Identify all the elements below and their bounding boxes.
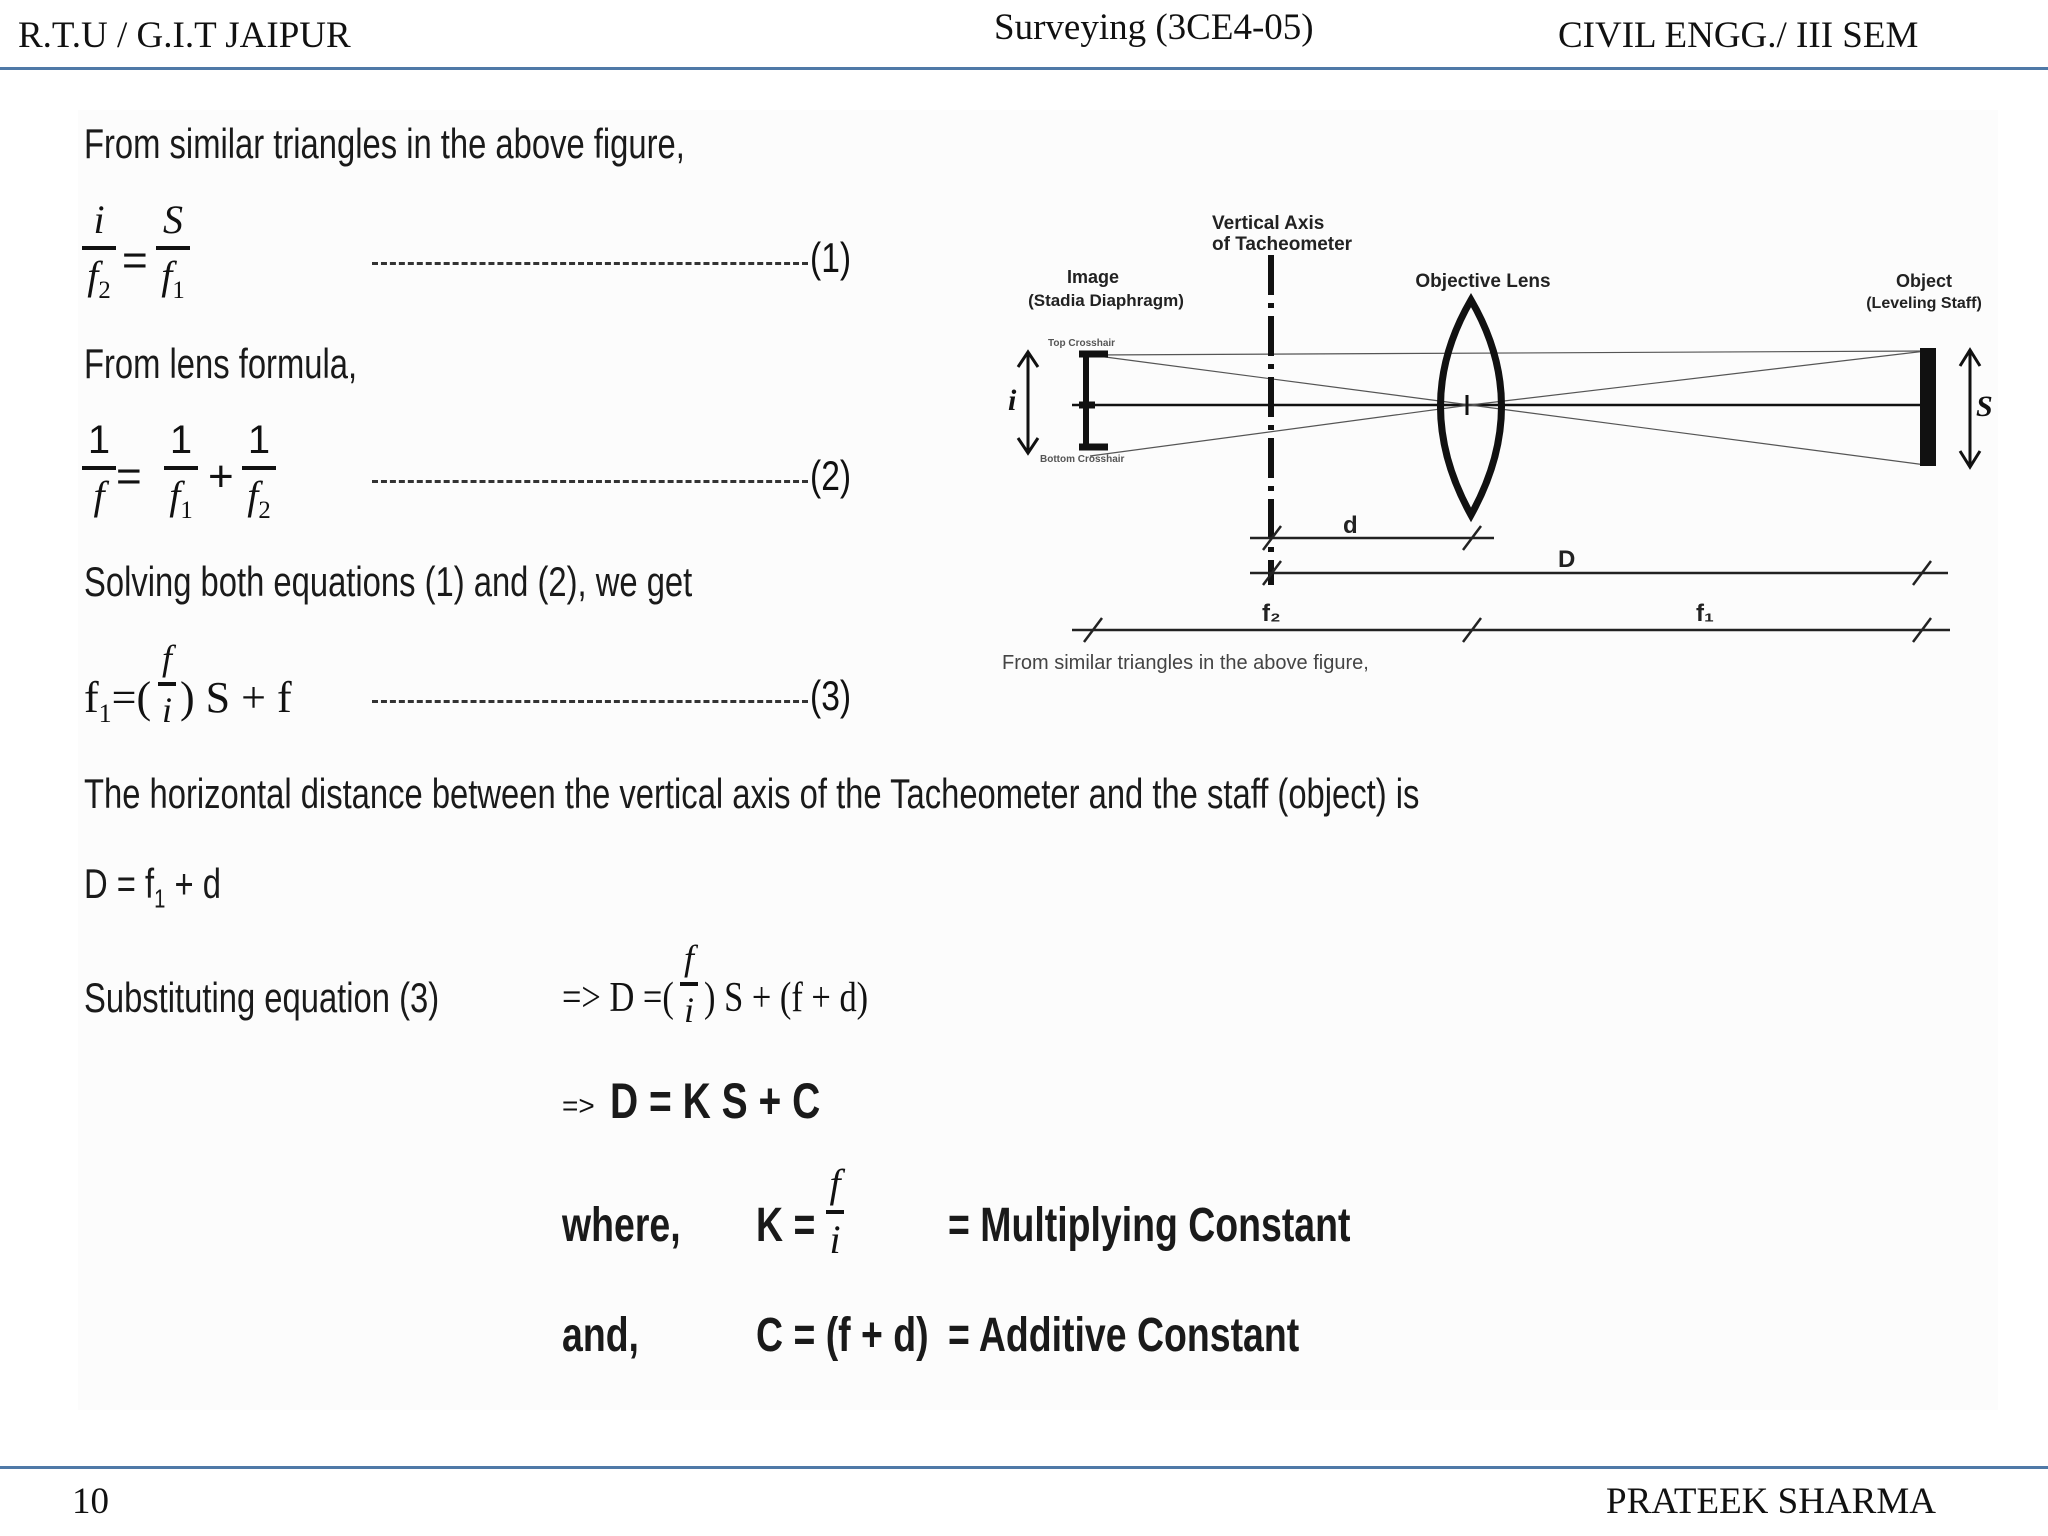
top-crosshair-label: Top Crosshair <box>1048 338 1116 349</box>
eq1-rhs-denominator: $f_1$ <box>161 253 185 304</box>
eq3-denominator: i <box>161 690 172 730</box>
eq2-lhs-fraction <box>82 420 116 516</box>
i-label: i <box>1008 384 1017 417</box>
eq2-term2-numerator: 1 <box>247 418 271 462</box>
eq2-lhs-numerator: 1 <box>87 418 111 462</box>
lens-formula-intro: From lens formula, <box>84 340 358 387</box>
objective-lens-label: Objective Lens <box>1415 271 1551 292</box>
multiplying-constant-label: = Multiplying Constant <box>948 1199 1351 1252</box>
k-denominator: i <box>829 1217 841 1262</box>
bottom-crosshair-label: Bottom Crosshair <box>1040 454 1125 465</box>
final-arrow: => <box>562 1090 595 1121</box>
d-formula: $D = f_1 + d$ <box>84 860 221 914</box>
stadia-diaphragm-label: (Stadia Diaphragm) <box>1028 291 1184 310</box>
page-number: 10 <box>72 1481 109 1522</box>
and-label: and, <box>562 1309 639 1362</box>
stadia-diaphragm-icon <box>1079 354 1108 447</box>
eq2-plus: + <box>208 452 234 501</box>
fraction-bar <box>242 466 276 470</box>
fraction-bar <box>82 466 116 470</box>
leveling-staff-label: (Leveling Staff) <box>1866 295 1982 312</box>
eq3-lhs: $f_1=$( <box>84 673 152 728</box>
header-subject: Surveying (3CE4-05) <box>994 7 1314 48</box>
eq2-term1-denominator: $f_1$ <box>169 473 193 524</box>
tacheometer-diagram <box>990 190 2030 670</box>
s-label: S <box>1976 390 1993 423</box>
additive-constant-label: = Additive Constant <box>948 1309 1300 1362</box>
D-dimension-label: D <box>1558 546 1576 573</box>
fraction-bar <box>164 466 198 470</box>
eq3-number: (3) <box>810 672 852 719</box>
ray-top <box>1090 351 1926 355</box>
leveling-staff-icon <box>1920 348 1936 466</box>
eq1-equals: = <box>122 236 148 285</box>
eq1-lhs-numerator: i <box>93 197 105 242</box>
object-label: Object <box>1895 271 1953 291</box>
eq3-fraction <box>158 640 176 728</box>
eq2-term1-fraction <box>164 420 198 524</box>
final-formula-text: D = K S + C <box>610 1073 821 1129</box>
substituted-fraction <box>680 940 698 1028</box>
eq2-term1-numerator: 1 <box>169 418 193 462</box>
figure-caption: From similar triangles in the above figure, <box>1002 652 1369 674</box>
eq2-leader-dashes <box>372 480 808 483</box>
d-dimension-label: d <box>1343 512 1358 539</box>
i-arrow-icon <box>1018 352 1038 453</box>
horizontal-distance-text: The horizontal distance between the vertical axis of the Tacheometer and the staff (object) is <box>84 770 1420 817</box>
eq2-term2-denominator: $f_2$ <box>247 473 271 524</box>
fraction-bar <box>82 246 116 250</box>
eq3-numerator: f <box>161 638 172 678</box>
f1-dimension-label: f₁ <box>1696 600 1714 627</box>
substituting-label: Substituting equation (3) <box>84 974 440 1021</box>
intro-text: From similar triangles in the above figure, <box>84 120 685 167</box>
eq2-term2-fraction <box>242 420 276 524</box>
vertical-axis-label-2: of Tacheometer <box>1212 234 1353 255</box>
k-definition: K = <box>756 1199 816 1252</box>
footer-rule <box>0 1466 2048 1469</box>
eq1-number: (1) <box>810 234 852 281</box>
substituted-denominator: i <box>683 990 694 1030</box>
fraction-bar <box>826 1210 844 1214</box>
image-label: Image <box>1066 267 1120 287</box>
eq1-rhs-numerator: S <box>163 197 183 242</box>
eq2-equals: = <box>116 452 142 501</box>
eq2-number: (2) <box>810 452 852 499</box>
substituted-numerator: f <box>683 938 694 978</box>
vertical-axis-label: Vertical Axis <box>1212 213 1325 234</box>
substituted-rhs: ) S + (f + d) <box>704 975 869 1021</box>
eq1-leader-dashes <box>372 262 808 265</box>
header-institution: R.T.U / G.I.T JAIPUR <box>18 15 351 56</box>
f2-dimension-label: f₂ <box>1262 600 1281 627</box>
fraction-bar <box>156 246 190 250</box>
k-numerator: f <box>829 1161 841 1206</box>
fraction-bar <box>158 682 176 686</box>
header-course: CIVIL ENGG./ III SEM <box>1558 15 1919 56</box>
solving-text: Solving both equations (1) and (2), we get <box>84 558 693 605</box>
eq1-lhs-denominator: $f_2$ <box>87 253 111 304</box>
substituted-lhs: => D =( <box>562 975 674 1021</box>
dimension-lines <box>1072 526 1950 642</box>
c-definition: C = (f + d) <box>756 1309 929 1362</box>
k-fraction <box>826 1161 844 1262</box>
header-rule <box>0 67 2048 70</box>
eq3-rest: ) S + f <box>180 673 292 722</box>
eq1-rhs-fraction <box>156 197 190 304</box>
footer-author: PRATEEK SHARMA <box>1606 1481 1936 1522</box>
fraction-bar <box>680 982 698 986</box>
eq2-lhs-denominator: f <box>93 473 105 518</box>
eq1-lhs-fraction <box>82 197 116 304</box>
where-label: where, <box>562 1199 681 1252</box>
eq3-leader-dashes <box>372 700 808 703</box>
